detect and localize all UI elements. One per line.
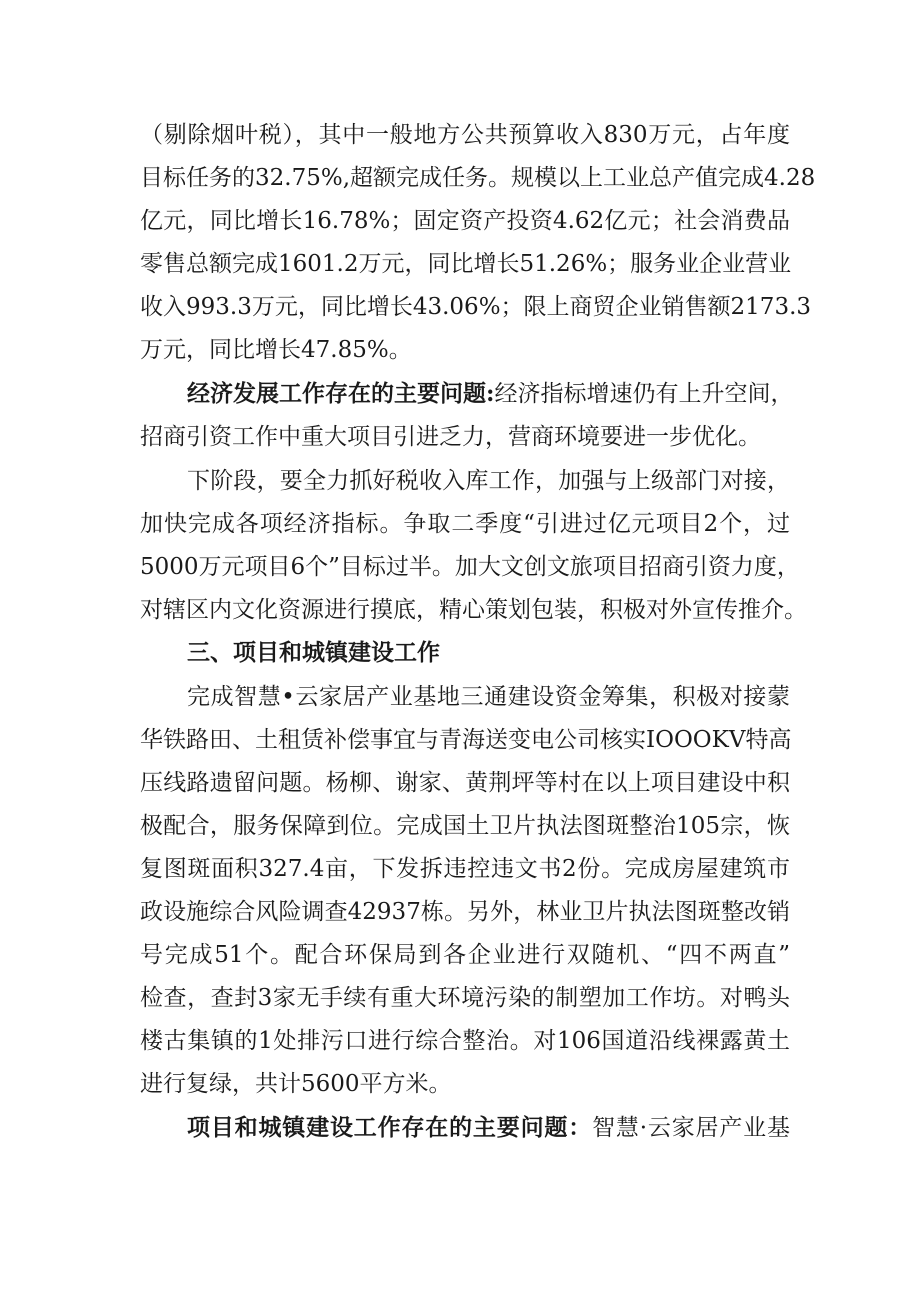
paragraph-4-line-8: 检查，查封3家无手续有重大环境污染的制塑加工作坊。对鸭头	[140, 985, 790, 1011]
paragraph-4-line-1: 完成智慧•云家居产业基地三通建设资金筹集，积极对接蒙	[187, 684, 790, 710]
project-problems-label: 项目和城镇建设工作存在的主要问题：	[187, 1114, 593, 1141]
paragraph-5-line-1-text: 智慧·云家居产业基	[592, 1115, 791, 1141]
paragraph-4-line-7: 号完成51个。配合环保局到各企业进行双随机、“四不两直”	[140, 942, 790, 968]
paragraph-3-line-3: 5000万元项目6个”目标过半。加大文创文旅项目招商引资力度，	[140, 554, 800, 580]
paragraph-5-line-1	[187, 1110, 790, 1146]
paragraph-3-line-1: 下阶段，要全力抓好税收入库工作，加强与上级部门对接，	[187, 468, 790, 494]
paragraph-1-line-2: 目标任务的32.75%,超额完成任务。规模以上工业总产值完成4.28	[140, 165, 816, 191]
paragraph-4-line-3: 压线路遗留问题。杨柳、谢家、黄荆坪等村在以上项目建设中积	[140, 770, 790, 796]
paragraph-4-line-5: 复图斑面积327.4亩，下发拆违控违文书2份。完成房屋建筑市	[140, 856, 790, 882]
problems-label: 经济发展工作存在的主要问题:	[187, 380, 495, 407]
paragraph-3-line-2: 加快完成各项经济指标。争取二季度“引进过亿元项目2个，过	[140, 511, 790, 537]
paragraph-2-line-1	[187, 376, 794, 412]
paragraph-1-line-6: 万元，同比增长47.85%。	[140, 337, 412, 363]
paragraph-4-line-10: 进行复绿，共计5600平方米。	[140, 1071, 452, 1097]
paragraph-4-line-6: 政设施综合风险调查42937栋。另外，林业卫片执法图斑整改销	[140, 899, 790, 925]
section-heading: 三、项目和城镇建设工作	[187, 639, 440, 666]
paragraph-3-line-4: 对辖区内文化资源进行摸底，精心策划包装，积极对外宣传推介。	[140, 597, 807, 623]
paragraph-1-line-4: 零售总额完成1601.2万元，同比增长51.26%；服务业企业营业	[140, 251, 792, 277]
paragraph-2-line-1-text: 经济指标增速仍有上升空间，	[494, 381, 794, 407]
paragraph-4-line-2: 华铁路田、土租赁补偿事宜与青海送变电公司核实IOOOKV特高	[140, 727, 792, 753]
paragraph-2-line-2: 招商引资工作中重大项目引进乏力，营商环境要进一步优化。	[140, 424, 761, 450]
paragraph-1-line-3: 亿元，同比增长16.78%；固定资产投资4.62亿元；社会消费品	[140, 208, 790, 234]
paragraph-1-line-1: （剔除烟叶税），其中一般地方公共预算收入830万元，占年度	[140, 122, 790, 148]
paragraph-4-line-9: 楼古集镇的1处排污口进行综合整治。对106国道沿线裸露黄土	[140, 1028, 790, 1054]
paragraph-4-line-4: 极配合，服务保障到位。完成国土卫片执法图斑整治105宗，恢	[140, 813, 790, 839]
paragraph-1-line-5: 收入993.3万元，同比增长43.06%；限上商贸企业销售额2173.3	[140, 294, 812, 320]
